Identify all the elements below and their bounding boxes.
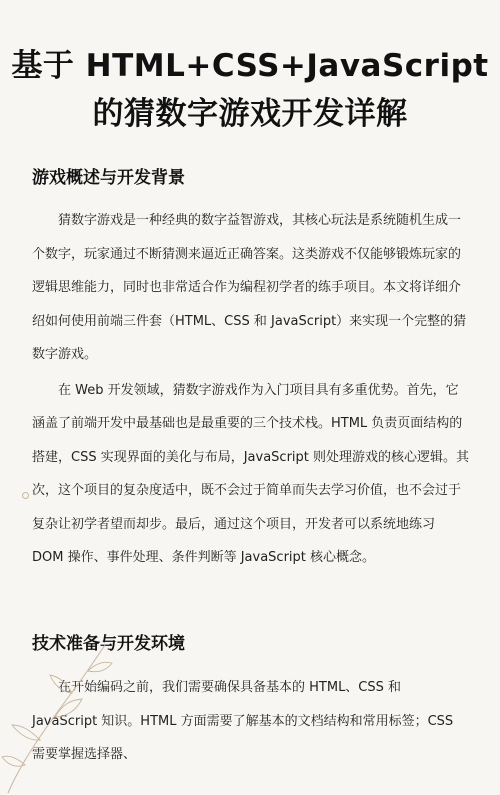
paragraph-overview-1: 猜数字游戏是一种经典的数字益智游戏，其核心玩法是系统随机生成一个数字，玩家通过不断猜测来逼近正确答案。这类游戏不仅能够锻炼玩家的逻辑思维能力，同时也非常适合作为编程初学者的练手项目。本文将详细介绍如何使用前端三件套（HTML、CSS 和 JavaScript）来实现一个完整的猜数字游戏。 [32, 213, 467, 362]
paragraph-tech-prep-1: 在开始编码之前，我们需要确保具备基本的 HTML、CSS 和 JavaScript 知识。HTML 方面需要了解基本的文档结构和常用标签；CSS 需要掌握选择器、 [32, 680, 454, 762]
title-line-1: 基于 HTML+CSS+JavaScript [11, 48, 489, 84]
paragraph-overview-2: 在 Web 开发领域，猜数字游戏作为入门项目具有多重优势。首先，它涵盖了前端开发中最基础也是最重要的三个技术栈。HTML 负责页面结构的搭建，CSS 实现界面的美化与布局，JavaScript 则处理游戏的核心逻辑。其次，这个项目的复杂度适中，既不会过于简单而失去学习价值，也不会过于复杂让初学者望而却步。最后，通过这个项目，开发者可以系统地练习 DOM 操作、事件处理、条件判断等 JavaScript 核心概念。 [32, 382, 470, 565]
section-heading-tech-prep: 技术准备与开发环境 [32, 634, 185, 654]
section-tech-prep [32, 632, 470, 772]
section-overview [32, 166, 470, 575]
section-heading-overview: 游戏概述与开发背景 [32, 168, 185, 188]
decor-dot [22, 492, 29, 499]
page-title [0, 42, 500, 138]
title-line-2: 的猜数字游戏开发详解 [92, 96, 408, 132]
